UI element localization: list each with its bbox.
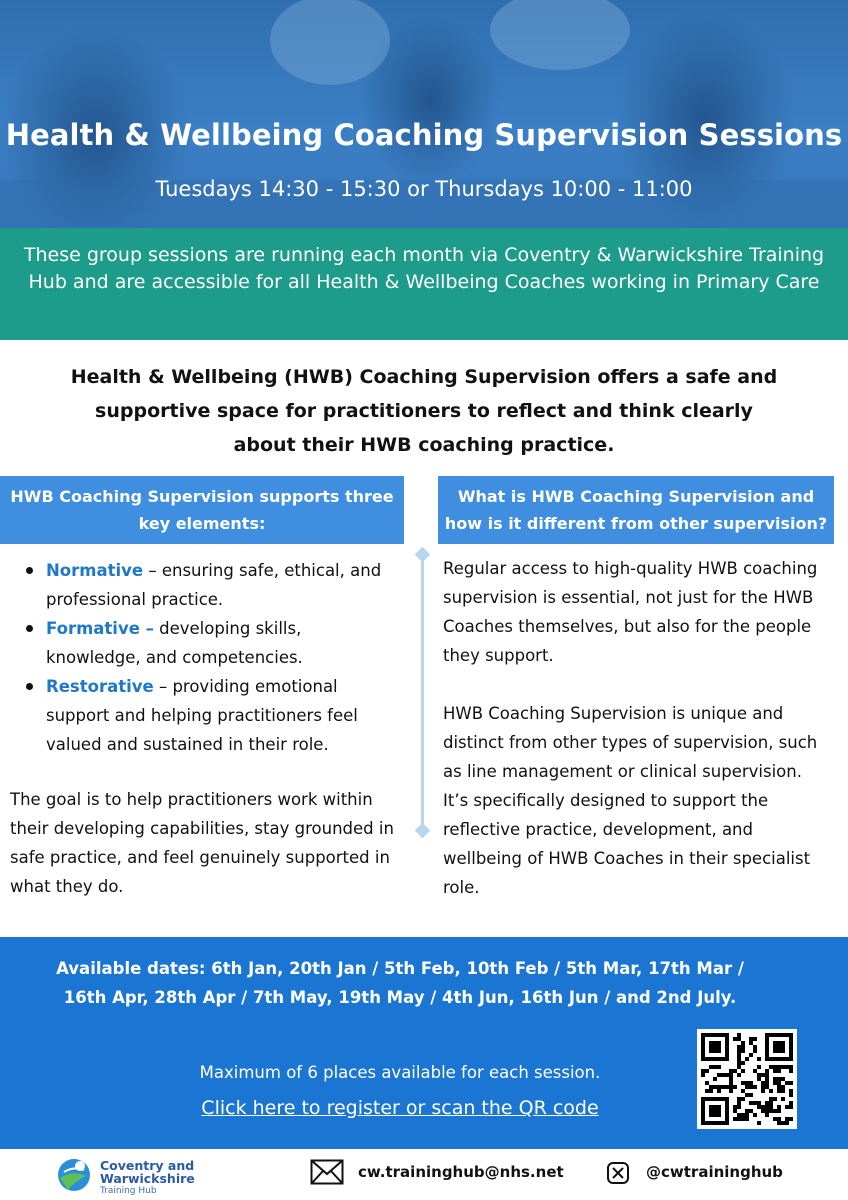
list-item (20, 672, 400, 759)
goal-paragraph: The goal is to help practitioners work within their developing capabilities, stay grounded in safe practice, and feel genuinely supported in what they do. (10, 790, 394, 896)
logo-name-line: Warwickshire (100, 1171, 195, 1186)
what-is-heading (438, 476, 834, 544)
heading-line: HWB Coaching Supervision supports three (10, 487, 394, 506)
list-item (20, 614, 400, 672)
heading-line: key elements: (138, 514, 266, 533)
term-normative: Normative (46, 561, 144, 580)
intro-band: These group sessions are running each month via Coventry & Warwickshire Training Hub and are accessible for all Health & Wellbeing Coaches working in Primary Care (0, 228, 848, 340)
term-restorative: Restorative (46, 677, 154, 696)
available-dates: Available dates: 6th Jan, 20th Jan / 5th Feb, 10th Feb / 5th Mar, 17th Mar / 16th Apr, 28th Apr / 7th May, 19th May / 4th Jun, 16th Jun / and 2nd July. (56, 959, 744, 1007)
max-places: Maximum of 6 places available for each session. (199, 1063, 601, 1082)
x-social-icon (607, 1162, 629, 1184)
what-is-body (443, 554, 828, 902)
register-link[interactable]: Click here to register or scan the QR code (201, 1097, 599, 1119)
contact-bar (0, 1149, 848, 1200)
hero-banner (0, 0, 848, 228)
body-paragraph: HWB Coaching Supervision is unique and distinct from other types of supervision, such as line management or clinical supervision. It’s specifically designed to support the reflective practice, development, and wellbeing of HWB Coaches in their specialist role. (443, 704, 818, 897)
lead-line: about their HWB coaching practice. (233, 434, 615, 456)
column-divider (421, 553, 424, 831)
divider-diamond-bottom (415, 823, 431, 839)
lead-line: Health & Wellbeing (HWB) Coaching Supervision offers a safe and (70, 366, 778, 388)
qr-code[interactable] (697, 1029, 797, 1129)
logo-name-line: Coventry and (100, 1158, 195, 1173)
training-hub-logo (54, 1156, 194, 1194)
logo-mark-icon (54, 1156, 94, 1194)
page-title: Health & Wellbeing Coaching Supervision Sessions (5, 118, 843, 152)
logo-name (100, 1159, 195, 1185)
mail-icon (310, 1159, 344, 1185)
logo-subtitle: Training Hub (100, 1186, 157, 1196)
key-elements-heading (0, 476, 404, 544)
social-handle-link[interactable]: @cwtraininghub (646, 1163, 783, 1181)
email-link[interactable]: cw.traininghub@nhs.net (358, 1163, 564, 1181)
term-description: – ensuring safe, ethical, and professional practice. (46, 561, 382, 609)
dates-section (0, 937, 848, 1149)
key-elements-list (20, 556, 400, 759)
lead-statement (40, 360, 808, 462)
lead-line: supportive space for practitioners to reflect and think clearly (95, 400, 753, 422)
heading-line: how is it different from other supervision? (444, 514, 828, 533)
term-formative: Formative – (46, 619, 154, 638)
heading-line: What is HWB Coaching Supervision and (457, 487, 815, 506)
list-item (20, 556, 400, 614)
term-description: – providing emotional support and helping practitioners feel valued and sustained in their role. (46, 677, 358, 754)
body-paragraph: Regular access to high-quality HWB coaching supervision is essential, not just for the HWB Coaches themselves, but also for the people they support. (443, 559, 818, 665)
term-description: developing skills, knowledge, and competencies. (46, 619, 303, 667)
session-times: Tuesdays 14:30 - 15:30 or Thursdays 10:00 - 11:00 (155, 177, 693, 201)
